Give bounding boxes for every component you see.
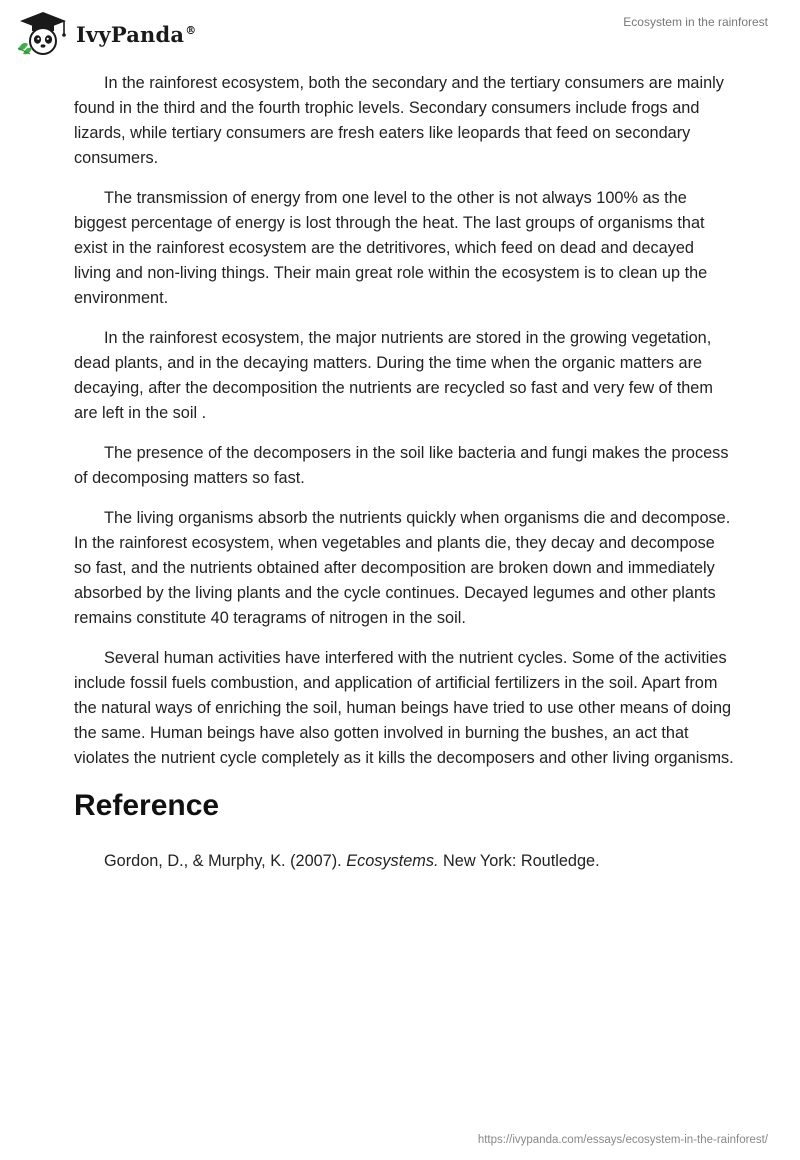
page-header — [0, 0, 800, 64]
body-paragraph-1: In the rainforest ecosystem, both the secondary and the tertiary consumers are mainly found in the third and the fourth trophic levels. Secondary consumers include frogs and lizards, while tertiary consumers are fresh eaters like leopards that feed on secondary consumers. — [74, 74, 724, 167]
reference-title: Ecosystems. — [346, 852, 439, 870]
essay-body — [74, 71, 734, 874]
reference-publisher: New York: Routledge. — [438, 852, 600, 870]
body-paragraph-5: The living organisms absorb the nutrients quickly when organisms die and decompose. In the rainforest ecosystem, when vegetables and plants die, they decay and decompose so fast, and the nutrients obtained after decomposition are broken down and immediately absorbed by the living plants and the cycle continues. Decayed legumes and other plants remains constitute 40 teragrams of nitrogen in the soil. — [74, 509, 731, 627]
body-paragraph-3: In the rainforest ecosystem, the major nutrients are stored in the growing vegetation, dead plants, and in the decaying matters. During the time when the organic matters are decaying, after the decomposition the nutrients are recycled so fast and very few of them are left in the soil . — [74, 329, 713, 422]
reference-authors: Gordon, D., & Murphy, K. (2007). — [104, 852, 347, 870]
reference-heading: Reference — [74, 789, 220, 822]
panda-logo-icon — [14, 10, 72, 56]
brand-name: IvyPanda® — [76, 21, 197, 47]
registered-mark: ® — [185, 23, 197, 37]
body-paragraph-6: Several human activities have interfered with the nutrient cycles. Some of the activities include fossil fuels combustion, and application of artificial fertilizers in the soil. Apart from the natural ways of enriching the soil, human beings have tried to use other means of doing the same. Human beings have also gotten involved in burning the bushes, an act that violates the nutrient cycle completely as it kills the decomposers and other living organisms. — [74, 649, 734, 767]
document-title: Ecosystem in the rainforest — [623, 15, 768, 29]
ivypanda-logo[interactable] — [14, 10, 196, 56]
reference-entry — [74, 849, 734, 874]
source-url[interactable]: https://ivypanda.com/essays/ecosystem-in-the-rainforest/ — [477, 1134, 768, 1146]
body-paragraph-2: The transmission of energy from one level to the other is not always 100% as the biggest percentage of energy is lost through the heat. The last groups of organisms that exist in the rainforest ecosystem are the detritivores, which feed on dead and decayed living and non-living things. Their main great role within the ecosystem is to clean up the environment. — [74, 189, 708, 307]
body-paragraph-4: The presence of the decomposers in the soil like bacteria and fungi makes the process of decomposing matters so fast. — [74, 444, 729, 487]
